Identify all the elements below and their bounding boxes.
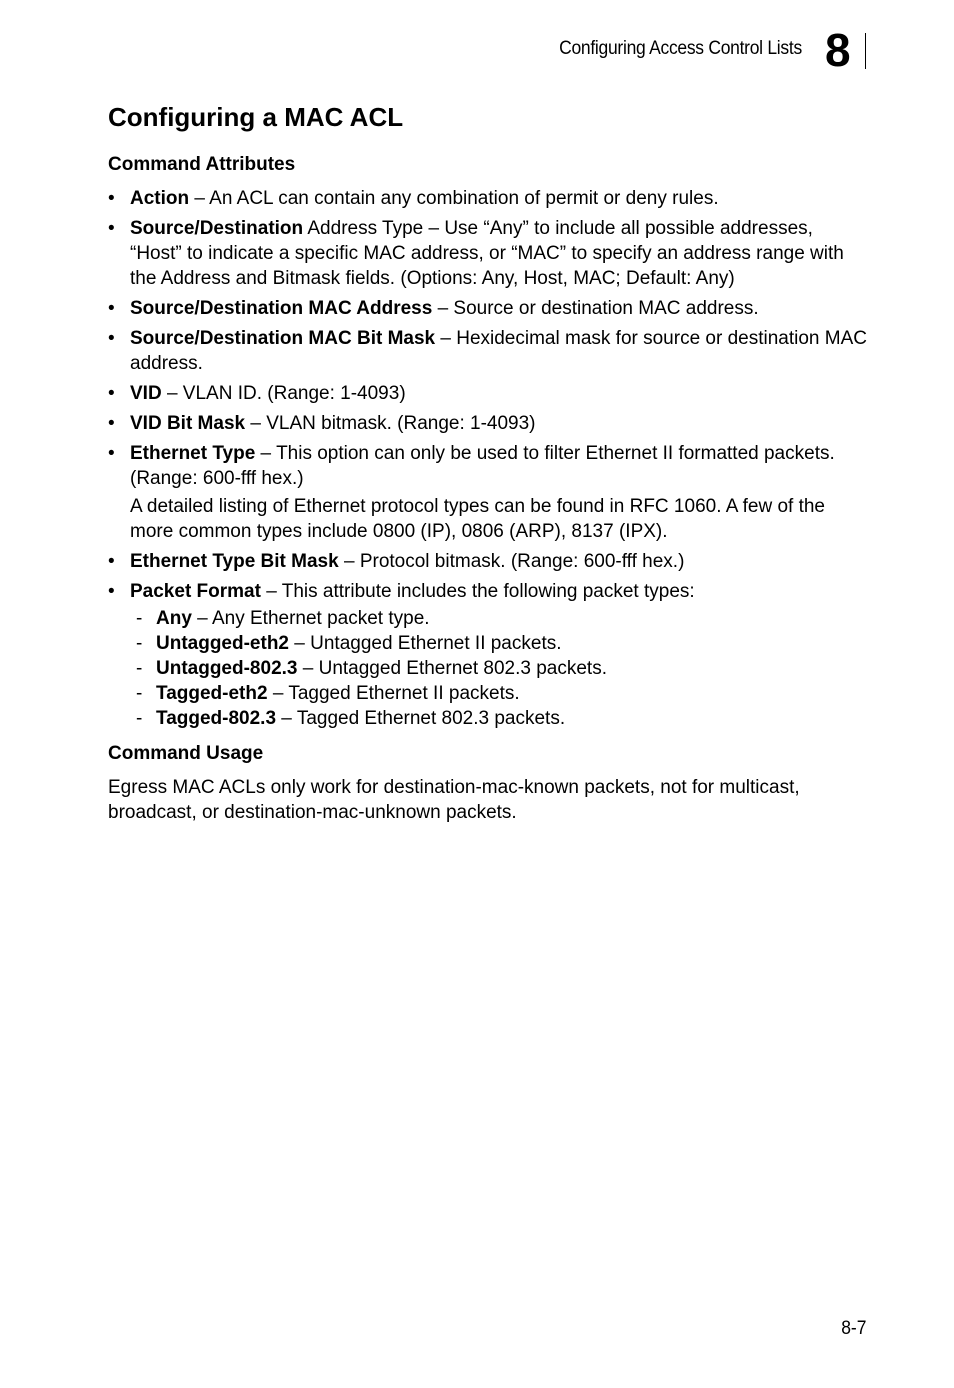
packet-format-term: Untagged-802.3 (156, 658, 298, 679)
main-content (108, 100, 868, 825)
bullet-glyph: • (108, 188, 115, 209)
attribute-description: – VLAN bitmask. (Range: 1-4093) (245, 413, 536, 434)
attributes-heading: Command Attributes (108, 154, 296, 175)
packet-format-item (136, 656, 868, 681)
bullet-glyph: • (108, 383, 115, 404)
attribute-term: Action (130, 188, 190, 209)
attribute-note: A detailed listing of Ethernet protocol types can be found in RFC 1060. A few of the more common types include 0800 (IP), 0806 (ARP), 8137 (IPX). (130, 496, 825, 542)
attribute-description: – Protocol bitmask. (Range: 600-fff hex.) (338, 551, 685, 572)
dash-glyph: - (136, 633, 143, 654)
usage-text: Egress MAC ACLs only work for destination-mac-known packets, not for multicast, broadcast, or destination-mac-unknown packets. (108, 777, 800, 823)
attribute-term: Source/Destination (130, 218, 304, 239)
packet-format-term: Tagged-802.3 (156, 708, 277, 729)
packet-format-list (136, 606, 868, 731)
packet-format-description: – Untagged Ethernet II packets. (289, 633, 562, 654)
attribute-description: – VLAN ID. (Range: 1-4093) (161, 383, 406, 404)
attribute-description: – Source or destination MAC address. (432, 298, 759, 319)
attribute-term: Ethernet Type (130, 443, 256, 464)
usage-heading: Command Usage (108, 743, 264, 764)
running-header: Configuring Access Control Lists (559, 38, 802, 59)
attribute-item (108, 549, 868, 574)
bullet-glyph: • (108, 328, 115, 349)
attribute-item (108, 296, 868, 321)
attribute-description: Address Type – Use “Any” to include all possible addresses, “Host” to indicate a specific MAC address, or “MAC” to specify an address range with the Address and Bitmask fields. (Options: Any, Host, MAC; Default: Any) (130, 218, 844, 289)
packet-format-description: – Untagged Ethernet 802.3 packets. (297, 658, 607, 679)
bullet-glyph: • (108, 581, 115, 602)
packet-format-term: Untagged-eth2 (156, 633, 289, 654)
bullet-glyph: • (108, 413, 115, 434)
attribute-description: – This option can only be used to filter Ethernet II formatted packets. (Range: 600-fff hex.) (130, 443, 835, 489)
packet-format-item (136, 631, 868, 656)
attribute-term: VID (130, 383, 162, 404)
section-title: Configuring a MAC ACL (108, 102, 404, 132)
attribute-term: Source/Destination MAC Bit Mask (130, 328, 436, 349)
dash-glyph: - (136, 658, 143, 679)
bullet-glyph: • (108, 551, 115, 572)
packet-format-description: – Tagged Ethernet II packets. (267, 683, 520, 704)
dash-glyph: - (136, 608, 143, 629)
attribute-item (108, 411, 868, 436)
packet-format-item (136, 706, 868, 731)
attribute-term: Packet Format (130, 581, 261, 602)
attribute-item (108, 441, 868, 544)
attribute-description: – An ACL can contain any combination of permit or deny rules. (189, 188, 719, 209)
dash-glyph: - (136, 683, 143, 704)
packet-format-term: Any (156, 608, 192, 629)
chapter-number: 8 (825, 24, 851, 76)
attribute-list (108, 186, 868, 731)
attribute-term: Ethernet Type Bit Mask (130, 551, 339, 572)
packet-format-description: – Tagged Ethernet 802.3 packets. (276, 708, 566, 729)
attribute-item (108, 326, 868, 376)
dash-glyph: - (136, 708, 143, 729)
attribute-item (108, 579, 868, 731)
packet-format-item (136, 681, 868, 706)
bullet-glyph: • (108, 443, 115, 464)
packet-format-description: – Any Ethernet packet type. (191, 608, 430, 629)
attribute-description: – This attribute includes the following packet types: (260, 581, 695, 602)
attribute-item (108, 381, 868, 406)
attribute-item (108, 216, 868, 291)
bullet-glyph: • (108, 218, 115, 239)
chapter-tab (821, 24, 866, 76)
packet-format-term: Tagged-eth2 (156, 683, 268, 704)
page-number: 8-7 (840, 1318, 866, 1339)
bullet-glyph: • (108, 298, 115, 319)
attribute-item (108, 186, 868, 211)
packet-format-item (136, 606, 868, 631)
attribute-description: – Hexidecimal mask for source or destination MAC address. (130, 328, 867, 374)
attribute-term: VID Bit Mask (130, 413, 246, 434)
attribute-term: Source/Destination MAC Address (130, 298, 433, 319)
